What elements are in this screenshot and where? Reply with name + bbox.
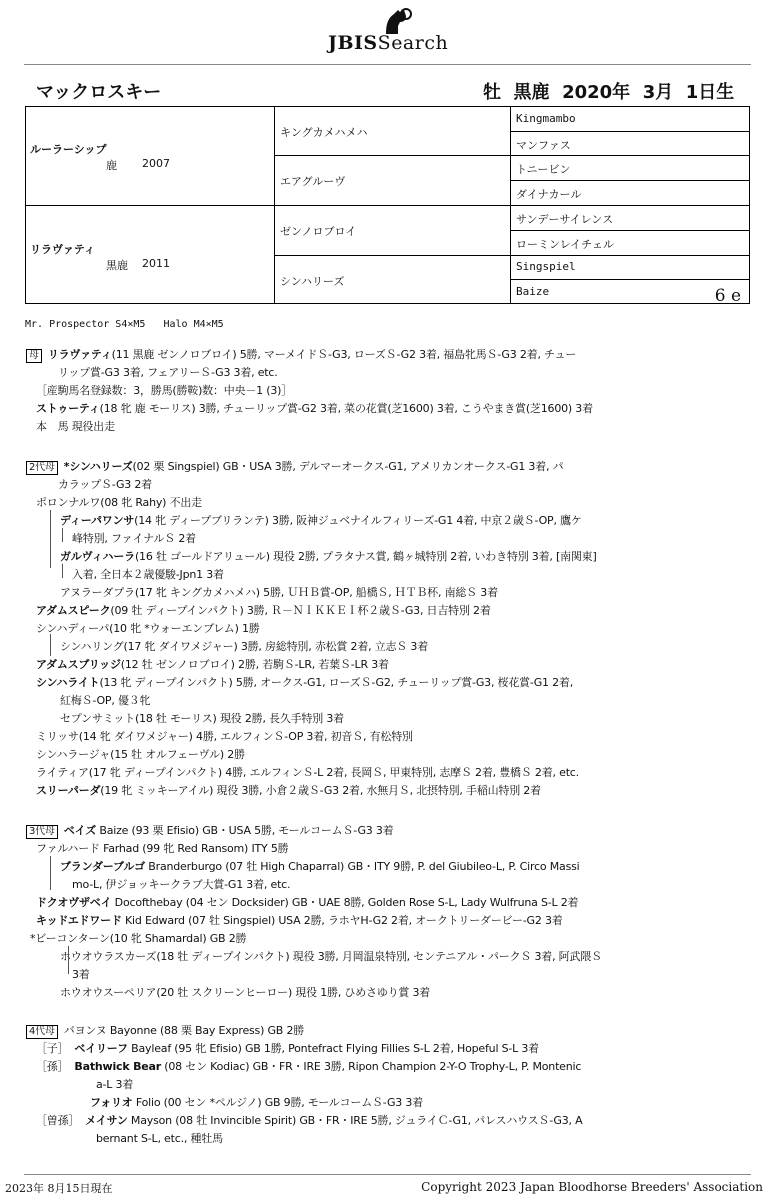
dam-color: 黒鹿 [106,259,128,272]
record-text: (09 牡 ディープインパクト) 3勝, Ｒ－ＮＩＫＫＥＩ杯２歳Ｓ-G3, 日吉特別 2着 [110,604,491,617]
record-text: バヨンヌ Bayonne (88 栗 Bay Express) GB 2勝 [63,1024,305,1037]
record-text: ファルハード Farhad (99 牝 Red Ransom) ITY 5勝 [36,842,289,855]
footer-copyright: Copyright 2023 Japan Bloodhorse Breeders' Association [421,1180,763,1194]
footer-date: 2023年 8月15日現在 [5,1182,113,1195]
horse-link[interactable]: キッドエドワード [36,914,122,927]
record-text: 入着, 全日本２歳優駿-Jpn1 3着 [72,568,224,581]
inbreeding-cross: Mr. Prospector S4×M5 Halo M4×M5 [25,319,224,330]
sire-sire[interactable]: キングカメハメハ [280,126,368,139]
record-text: アヌラーダプラ(17 牝 キングカメハメハ) 5勝, ＵＨＢ賞-OP, 船橋Ｓ, ＨＴＢ杯, 南総Ｓ 3着 [60,586,498,599]
dam-name[interactable]: リラヴァティ [30,243,96,256]
family-line [36,1058,581,1074]
family-line [26,346,576,363]
tree-connector [50,634,51,656]
ancestor-g3[interactable]: ダイナカール [516,188,582,201]
family-line [30,930,246,946]
family-line [36,912,563,928]
family-line [96,1076,133,1092]
record-text: *ビーコンターン(10 牝 Shamardal) GB 2勝 [30,932,247,945]
record-text: Kid Edward (07 牡 Singspiel) USA 2勝, ラホヤH-G2 2着, オークトリーダービー-G2 3着 [121,914,563,927]
pedigree-row-divider [510,180,749,181]
record-text: (13 牝 ディープインパクト) 5勝, オークス-G1, ローズＳ-G2, チューリップ賞-G3, 桜花賞-G1 2着, [99,676,574,689]
family-line [60,584,498,600]
horse-link[interactable]: ストゥーティ [36,402,100,415]
generation-tag: 3代母 [26,825,58,839]
record-text: (19 牝 ミッキーアイル) 現役 3勝, 小倉２歳Ｓ-G3 2着, 水無月Ｓ, 北摂特別, 手稲山特別 2着 [100,784,541,797]
family-line [36,782,541,798]
horse-link[interactable]: ベイズ [63,824,97,837]
ancestor-g3[interactable]: Baize [516,285,550,298]
record-text: (16 牡 ゴールドアリュール) 現役 2勝, プラタナス賞, 鶴ヶ城特別 2着, いわき特別 3着, [南関東] [134,550,597,563]
record-text: bernant S-L, etc., 種牡馬 [96,1132,223,1145]
family-line [72,566,224,582]
record-text: ミリッサ(14 牝 ダイワメジャー) 4勝, エルフィンＳ-OP 3着, 初音Ｓ, 有松特別 [36,730,413,743]
family-line [72,966,90,982]
dam-sire[interactable]: ゼンノロブロイ [280,225,357,238]
family-line [36,840,288,856]
horse-link[interactable]: リラヴァティ [47,348,112,361]
sire-name[interactable]: ルーラーシップ [30,143,107,156]
relation-label: ［孫］ [36,1060,69,1073]
family-line [60,512,582,528]
family-number: 6 e [714,286,741,306]
record-text: シンハラージャ(15 牡 オルフェーヴル) 2勝 [36,748,245,761]
ancestor-g3[interactable]: ローミンレイチェル [516,238,614,251]
record-text: Folio (00 セン *ペルジノ) GB 9勝, モールコームＳ-G3 3着 [132,1096,423,1109]
horse-link[interactable]: ブランダーブルゴ [60,860,145,873]
record-text: シンハディーパ(10 牝 *ウォーエンブレム) 1勝 [36,622,260,635]
record-text: (14 牝 ディープブリランテ) 3勝, 阪神ジュベナイルフィリーズ-G1 4着, 中京２歳Ｓ-OP, 鷹ケ [134,514,582,527]
record-text: 3着 [72,968,90,981]
family-line [60,710,344,726]
horse-link[interactable]: メイサン [85,1114,128,1127]
family-line [36,494,202,510]
horse-link[interactable]: Bathwick Bear [74,1060,161,1073]
sire-dam[interactable]: エアグルーヴ [280,175,346,188]
record-text: 紅梅Ｓ-OP, 優３牝 [60,694,151,707]
relation-label: ［曽孫］ [36,1114,80,1127]
tree-connector [68,946,69,974]
pedigree-row-divider [26,205,749,206]
family-line [58,476,152,492]
record-text: Branderburgo (07 牡 High Chaparral) GB・ITY 9勝, P. del Giubileo-L, P. Circo Massi [144,860,580,873]
family-line [58,364,278,380]
record-text: ［産駒馬名登録数：3，勝馬(勝鞍)数：中央－1 (3)］ [36,384,293,397]
record-text: Baize (93 栗 Efisio) GB・USA 5勝, モールコームＳ-G3 3着 [96,824,394,837]
header-divider [24,64,751,65]
family-line [60,948,602,964]
pedigree-row-divider [510,230,749,231]
horse-name: マックロスキー [36,82,162,103]
family-line [26,822,393,839]
family-line [72,876,290,892]
family-line [36,894,578,910]
horse-link[interactable]: *シンハリーズ [63,460,133,473]
record-text: Bayleaf (95 牝 Efisio) GB 1勝, Pontefract Flying Fillies S-L 2着, Hopeful S-L 3着 [127,1042,539,1055]
footer-divider [24,1174,751,1175]
family-line [36,728,413,744]
relation-label: ［子］ [36,1042,69,1055]
horse-link[interactable]: ガルヴィハーラ [60,550,135,563]
record-text: 本 馬 現役出走 [36,420,115,433]
record-text: シンハリング(17 牝 ダイワメジャー) 3勝, 房総特別, 赤松賞 2着, 立志Ｓ 3着 [60,640,429,653]
horse-info: 牡 黒鹿 2020年 3月 1日生 [483,82,735,103]
record-text: a-L 3着 [96,1078,134,1091]
record-text: ホウオウスーペリア(20 牡 スクリーンヒーロー) 現役 1勝, ひめさゆり賞 3着 [60,986,431,999]
tree-connector [62,564,63,578]
horse-link[interactable]: フォリオ [90,1096,133,1109]
family-line [36,746,245,762]
family-line [60,548,597,564]
tree-connector [50,856,51,890]
pedigree-row-divider [274,155,749,156]
ancestor-g3[interactable]: マンファス [516,139,571,152]
jbis-search-logo[interactable] [328,6,458,54]
logo-search: Search [377,32,449,54]
dam-dam[interactable]: シンハリーズ [280,275,345,288]
horse-link[interactable]: アダムスブリッジ [36,658,121,671]
family-line [26,1022,304,1039]
family-line [36,1040,539,1056]
horse-link[interactable]: アダムスピーク [36,604,111,617]
sire-color: 鹿 [106,159,117,172]
horse-link[interactable]: シンハライト [36,676,100,689]
family-line [36,620,260,636]
record-text: Mayson (08 牡 Invincible Spirit) GB・FR・IRE 5勝, ジュライＣ-G1, パレスハウスＳ-G3, A [127,1114,583,1127]
tree-connector [62,528,63,542]
family-line [36,418,115,434]
family-line [36,602,491,618]
record-text: mo-L, 伊ジョッキークラブ大賞-G1 3着, etc. [72,878,291,891]
generation-tag: 2代母 [26,461,58,475]
record-text: Docofthebay (04 セン Docksider) GB・UAE 8勝, Golden Rose S-L, Lady Wulfruna S-L 2着 [111,896,579,909]
logo-jbis: JBIS [328,32,378,54]
family-line [36,674,573,690]
family-line [26,458,563,475]
family-line [36,656,389,672]
record-text: (02 栗 Singspiel) GB・USA 3勝, デルマーオークス-G1, アメリカンオークス-G1 3着, パ [132,460,564,473]
record-text: (18 牝 鹿 モーリス) 3勝, チューリップ賞-G2 3着, 菜の花賞(芝1600) 3着, こうやまき賞(芝1600) 3着 [99,402,593,415]
record-text: (08 セン Kodiac) GB・FR・IRE 3勝, Ripon Champion 2-Y-O Trophy-L, P. Montenic [161,1060,582,1073]
record-text: リップ賞-G3 3着, フェアリーＳ-G3 3着, etc. [58,366,278,379]
record-text: (12 牡 ゼンノロブロイ) 2勝, 若駒Ｓ-LR, 若葉Ｓ-LR 3着 [120,658,389,671]
family-line [36,400,593,416]
family-line [36,764,579,780]
family-line [60,638,428,654]
horse-link[interactable]: ドクオヴザベイ [36,896,112,909]
ancestor-g3[interactable]: トニービン [516,163,571,176]
family-line [60,984,430,1000]
family-line [60,692,150,708]
record-text: (11 黒鹿 ゼンノロブロイ) 5勝, マーメイドＳ-G3, ローズＳ-G2 3着, 福島牝馬Ｓ-G3 2着, チュー [111,348,577,361]
record-text: カラップＳ-G3 2着 [58,478,152,491]
sire-year: 2007 [142,157,170,170]
family-line [90,1094,423,1110]
ancestor-g3[interactable]: サンデーサイレンス [516,213,614,226]
record-text: ライティア(17 牝 ディープインパクト) 4勝, エルフィンＳ-L 2着, 長岡Ｓ, 甲東特別, 志摩Ｓ 2着, 豊橋Ｓ 2着, etc. [36,766,579,779]
generation-tag: 4代母 [26,1025,58,1039]
family-line [36,1112,582,1128]
ancestor-g3[interactable]: Singspiel [516,260,576,273]
horse-link[interactable]: ディーパワンサ [60,514,135,527]
dam-year: 2011 [142,257,170,270]
horse-link[interactable]: ベイリーフ [74,1042,128,1055]
record-text: ポロンナルワ(08 牝 Rahy) 不出走 [36,496,202,509]
family-line [72,530,196,546]
record-text: 峰特別, ファイナルＳ 2着 [72,532,196,545]
ancestor-g3[interactable]: Kingmambo [516,112,576,125]
generation-tag: 母 [26,349,42,363]
horse-link[interactable]: スリーパーダ [36,784,101,797]
pedigree-row-divider [510,279,749,280]
pedigree-table [25,106,750,304]
pedigree-row-divider [274,255,749,256]
pedigree-row-divider [510,131,749,132]
family-line [60,858,580,874]
record-text: ホウオウラスカーズ(18 牡 ディープインパクト) 現役 3勝, 月岡温泉特別, センテニアル・パークＳ 3着, 阿武隈Ｓ [60,950,602,963]
record-text: セプンサミット(18 牡 モーリス) 現役 2勝, 長久手特別 3着 [60,712,344,725]
family-line [96,1130,223,1146]
tree-connector [50,510,51,568]
family-line [36,382,292,398]
